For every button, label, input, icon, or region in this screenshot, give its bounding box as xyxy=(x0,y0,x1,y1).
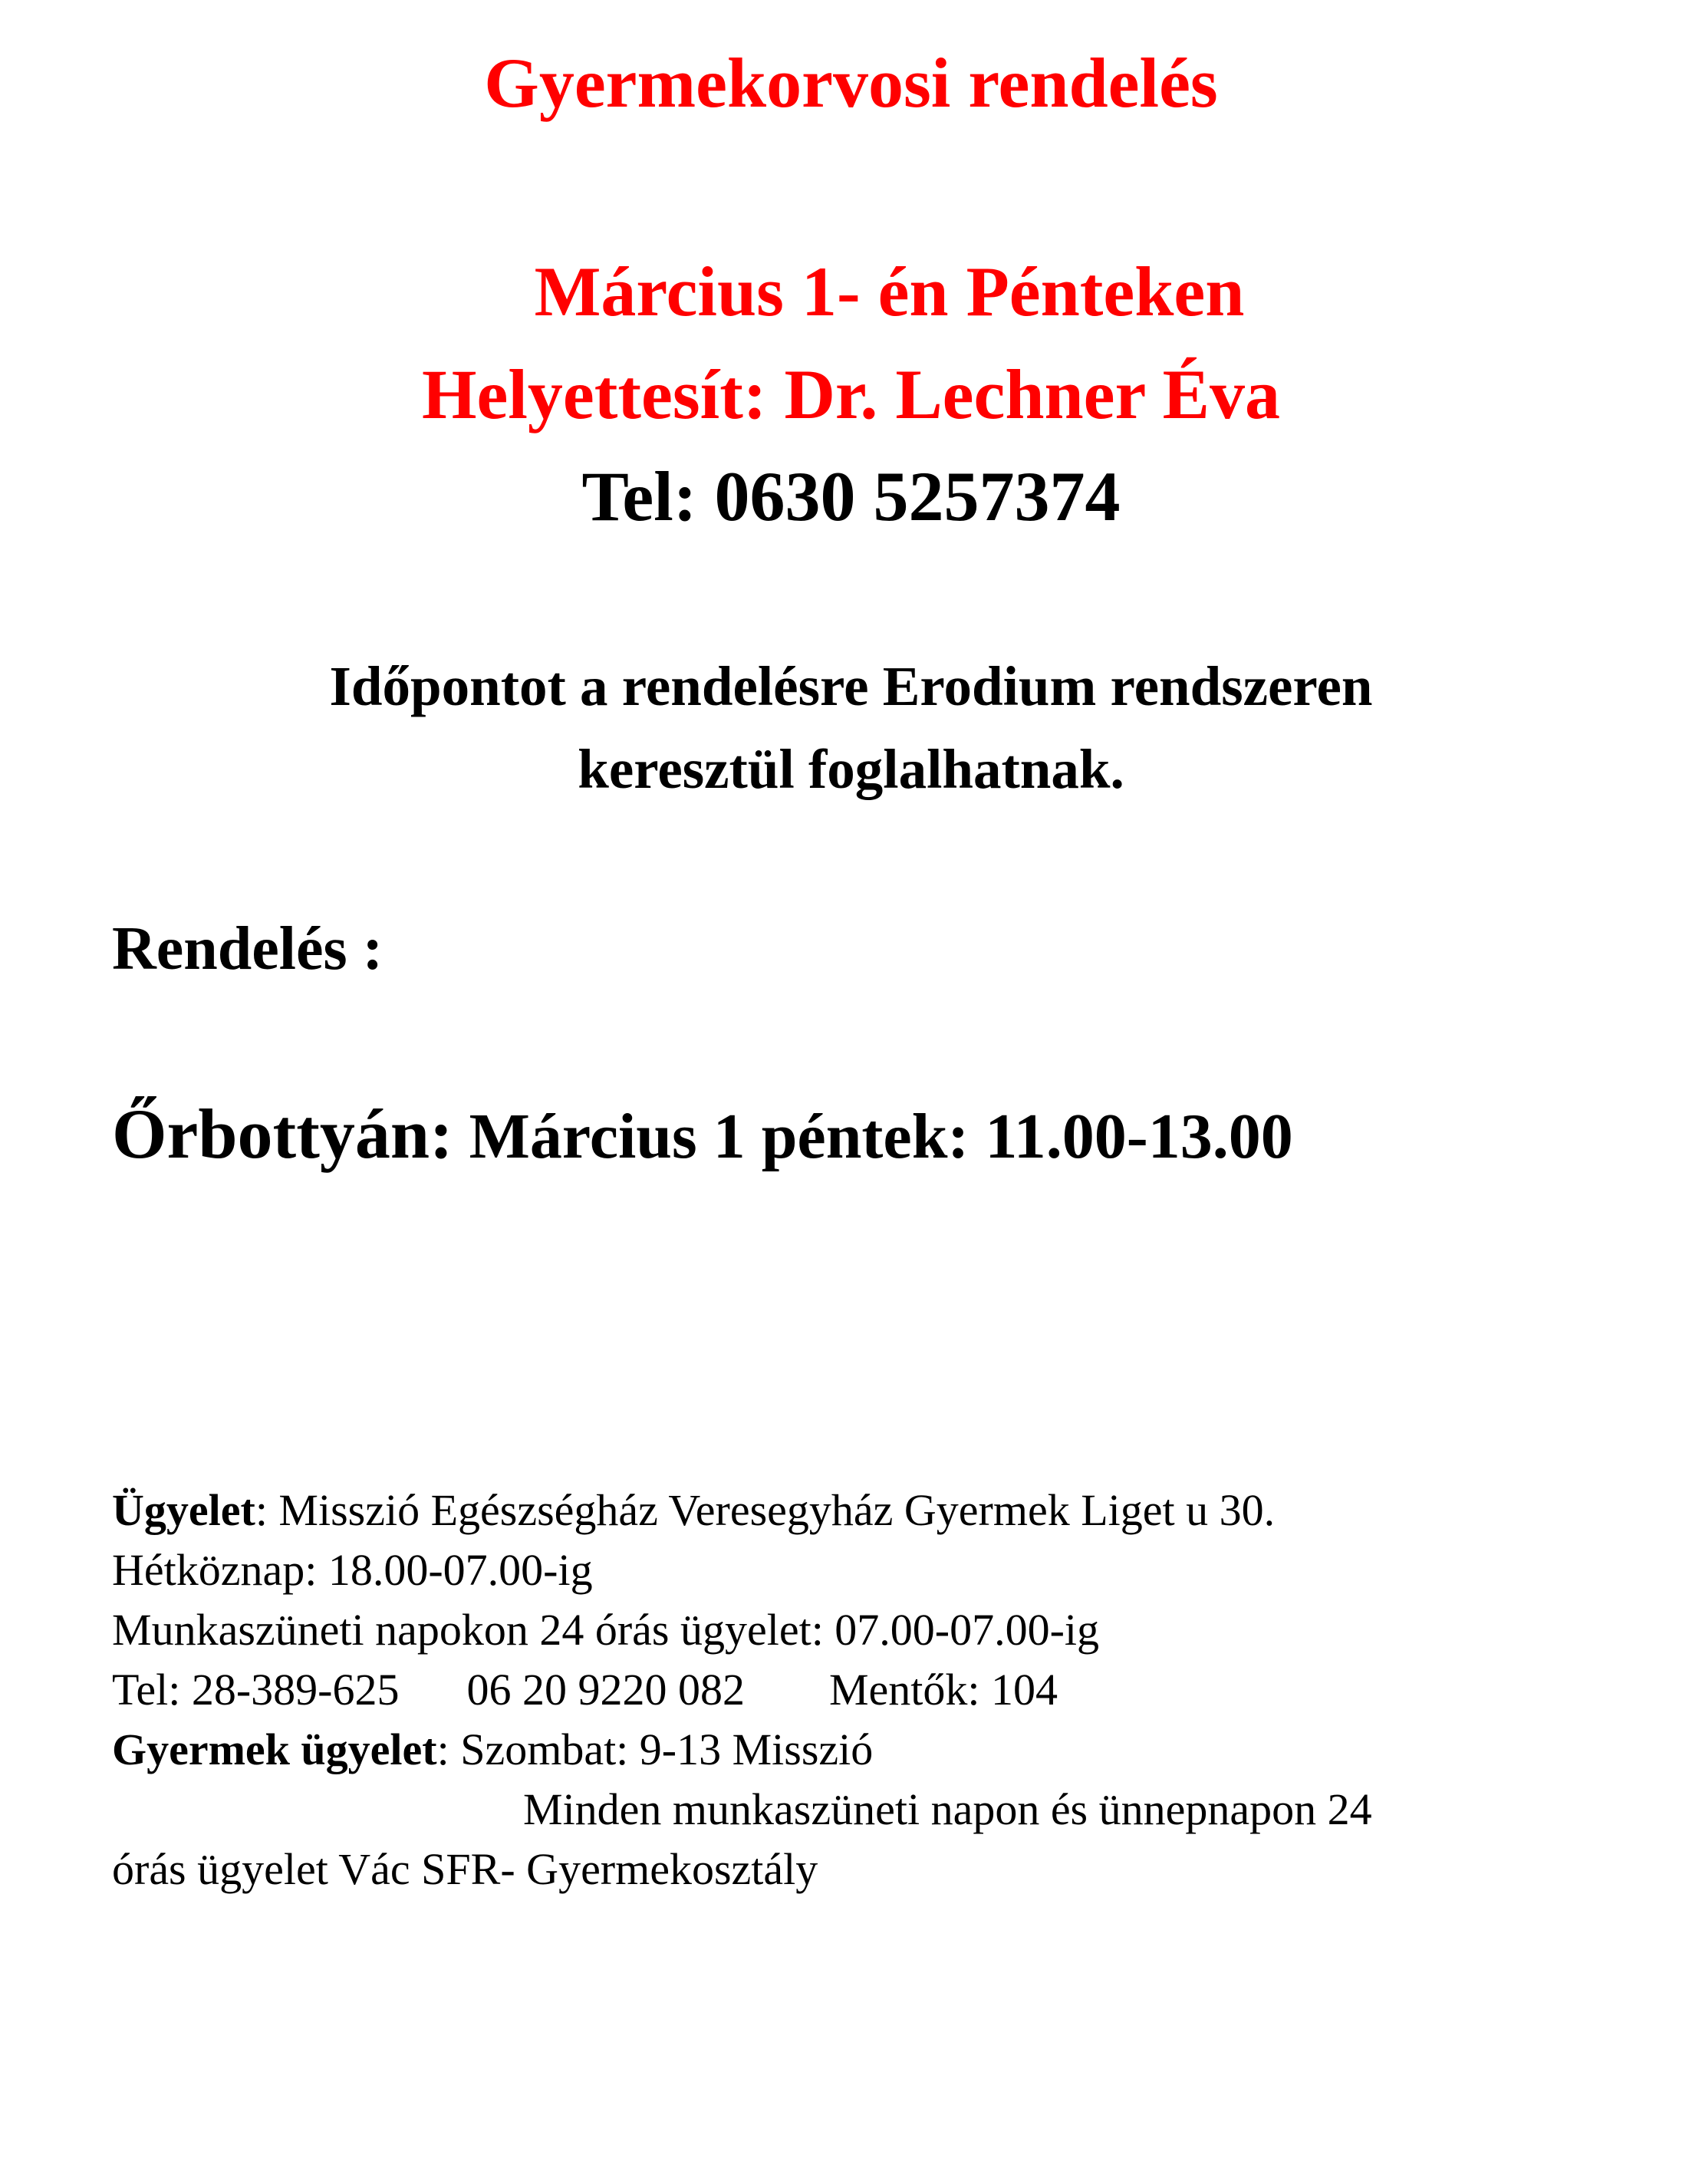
duty-contacts xyxy=(112,1665,1058,1715)
booking-info-line-1: Időpontot a rendelésre Erodium rendszeren xyxy=(329,655,1373,717)
duty-holiday: Munkaszüneti napokon 24 órás ügyelet: 07.00-07.00-ig xyxy=(112,1605,1100,1655)
phone-number: Tel: 0630 5257374 xyxy=(581,457,1121,535)
page-title: Gyermekorvosi rendelés xyxy=(484,44,1218,122)
schedule-line xyxy=(112,1095,1293,1173)
booking-info-line-2: keresztül foglalhatnak. xyxy=(578,738,1124,800)
duty-mobile: 06 20 9220 082 xyxy=(466,1665,745,1715)
duty-label: Ügyelet xyxy=(112,1485,255,1535)
ambulance-number: Mentők: 104 xyxy=(828,1665,1058,1715)
duty-weekday: Hétköznap: 18.00-07.00-ig xyxy=(112,1545,593,1595)
child-duty-holiday-2: órás ügyelet Vác SFR- Gyermekosztály xyxy=(112,1844,818,1894)
duty-address: : Misszió Egészségház Veresegyház Gyermek Liget u 30. xyxy=(255,1485,1276,1535)
substitute-doctor: Helyettesít: Dr. Lechner Éva xyxy=(421,355,1281,433)
child-duty-saturday: : Szombat: 9-13 Misszió xyxy=(436,1724,874,1774)
child-duty-line xyxy=(112,1724,874,1774)
duty-address-line xyxy=(112,1485,1276,1535)
schedule-heading: Rendelés : xyxy=(112,915,384,983)
date-line: Március 1- én Pénteken xyxy=(534,252,1245,331)
child-duty-holiday-1: Minden munkaszüneti napon és ünnepnapon 24 xyxy=(523,1784,1372,1834)
schedule-location: Őrbottyán: xyxy=(112,1095,453,1173)
child-duty-label: Gyermek ügyelet xyxy=(112,1724,437,1774)
schedule-time: Március 1 péntek: 11.00-13.00 xyxy=(453,1101,1293,1172)
duty-tel: Tel: 28-389-625 xyxy=(112,1665,400,1715)
